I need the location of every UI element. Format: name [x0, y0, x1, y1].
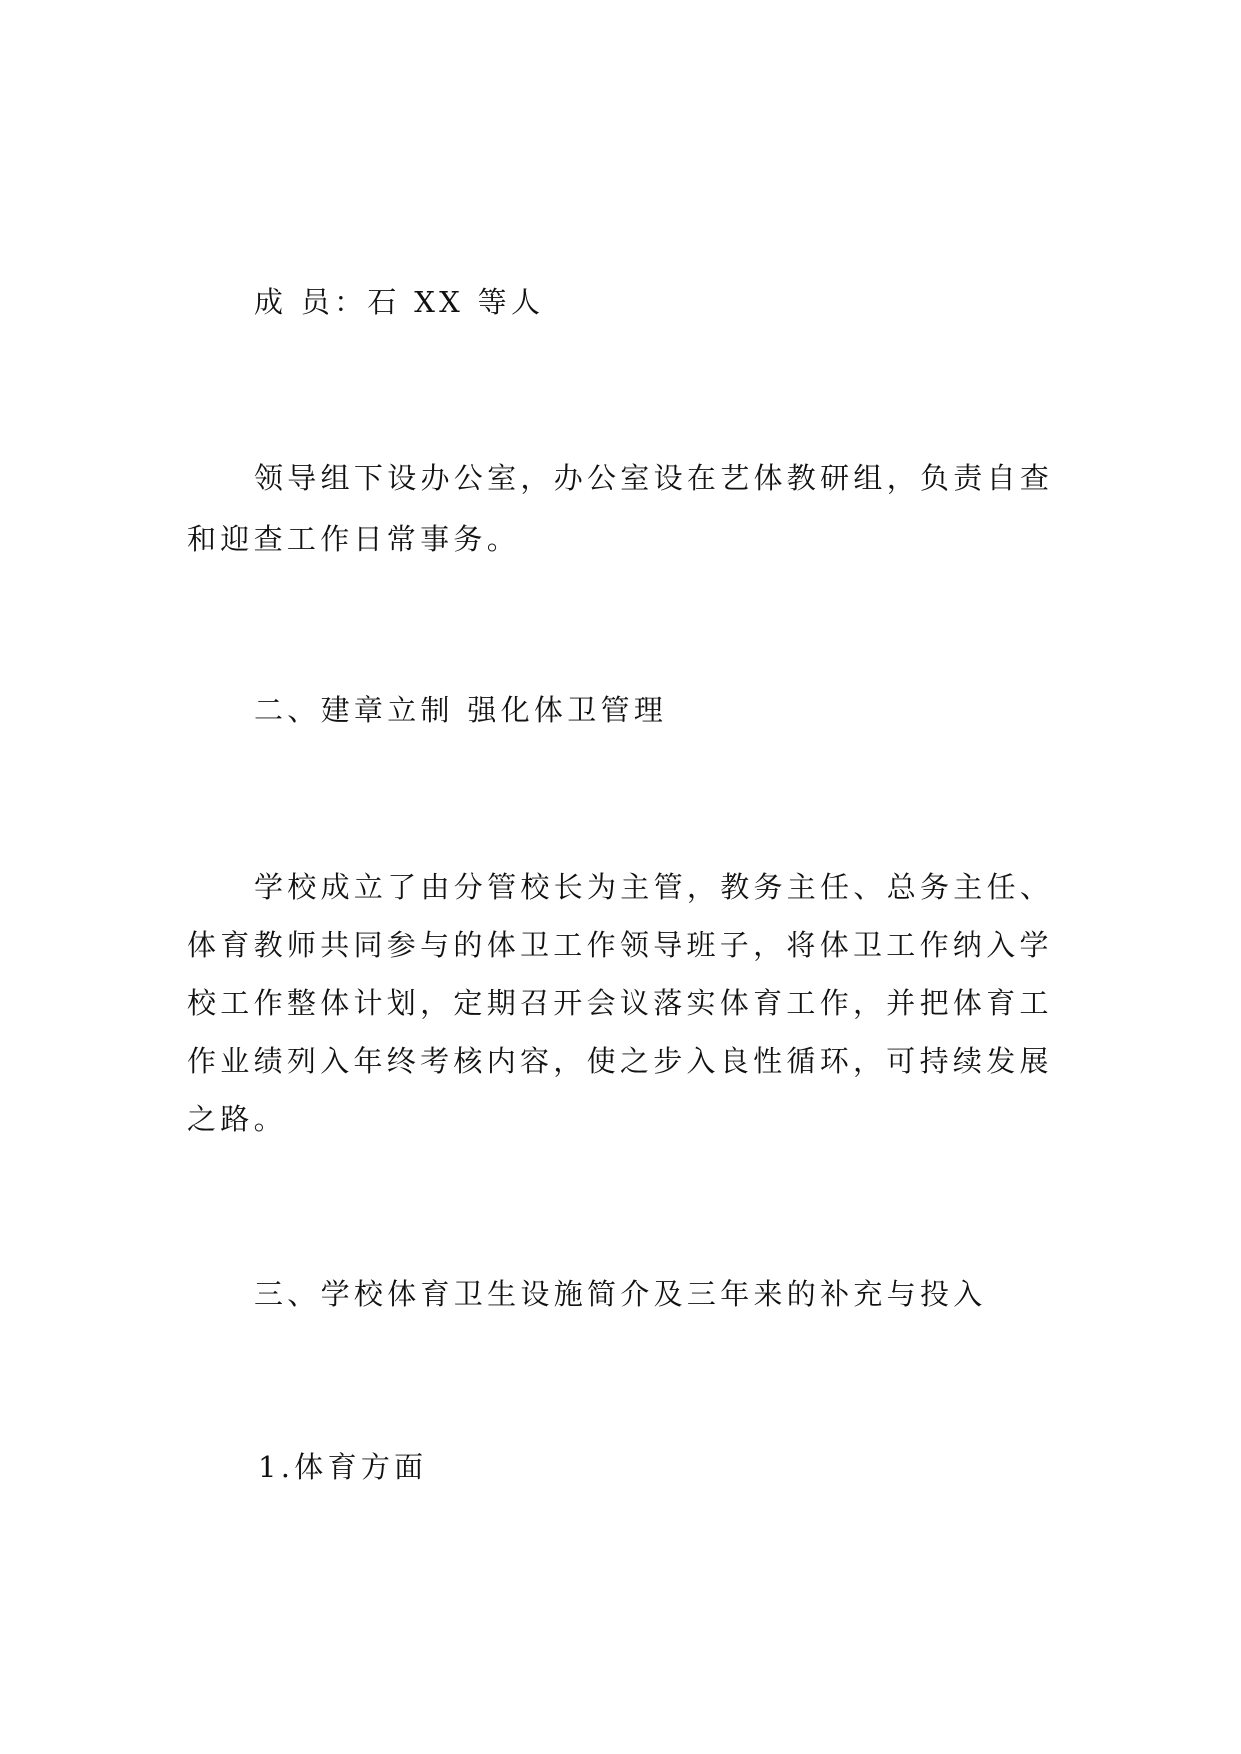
paragraph-line: 体育教师共同参与的体卫工作领导班子，将体卫工作纳入学 [187, 928, 1053, 962]
section-heading-3: 三、学校体育卫生设施简介及三年来的补充与投入 [254, 1277, 987, 1311]
subsection-heading-1: 1.体育方面 [258, 1450, 428, 1484]
paragraph-line: 和迎查工作日常事务。 [187, 522, 521, 556]
paragraph-line: 作业绩列入年终考核内容，使之步入良性循环，可持续发展 [187, 1044, 1053, 1078]
section-heading-2: 二、建章立制 强化体卫管理 [254, 693, 668, 727]
paragraph-line: 学校成立了由分管校长为主管，教务主任、总务主任、 [254, 870, 1054, 904]
paragraph-line: 领导组下设办公室，办公室设在艺体教研组，负责自查 [254, 461, 1054, 495]
paragraph-line: 校工作整体计划，定期召开会议落实体育工作，并把体育工 [187, 986, 1053, 1020]
paragraph-line: 之路。 [187, 1102, 287, 1136]
members-line: 成 员：石 XX 等人 [254, 285, 545, 319]
